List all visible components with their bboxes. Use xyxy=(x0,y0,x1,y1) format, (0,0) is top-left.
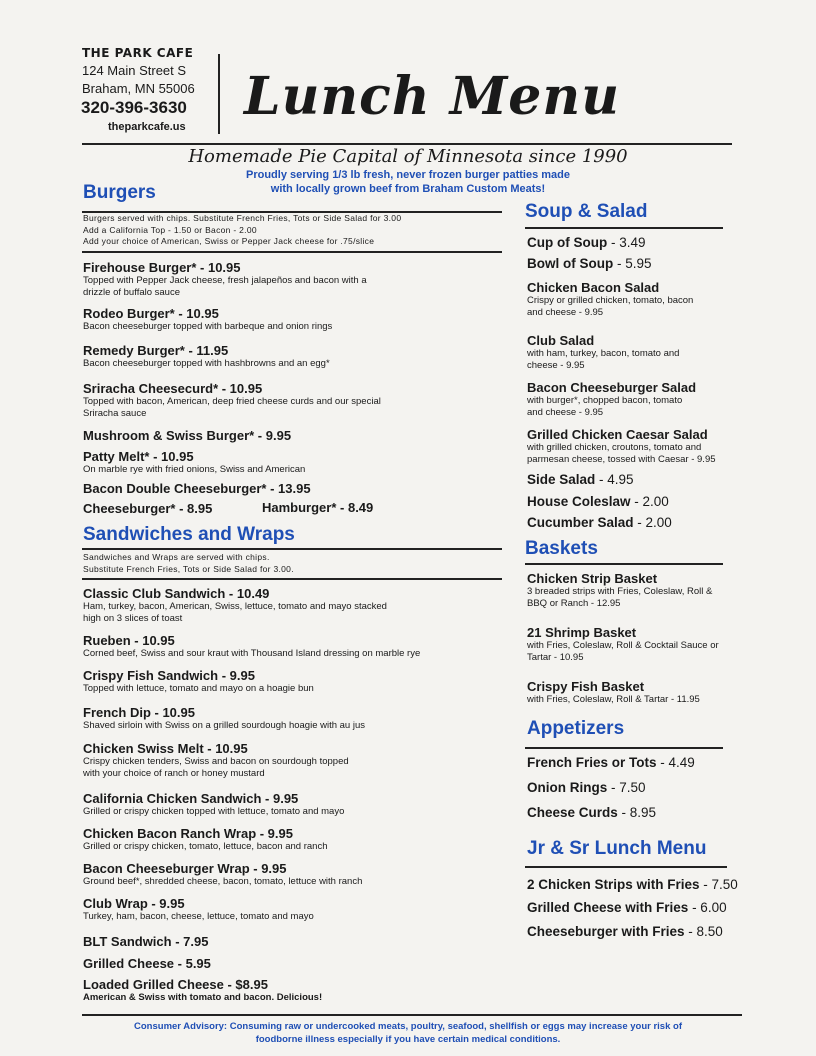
item-name: 2 Chicken Strips with Fries xyxy=(527,877,700,892)
menu-item-shrimp-basket xyxy=(527,625,719,664)
item-name: French Fries or Tots xyxy=(527,755,657,770)
item-name: French Dip - 10.95 xyxy=(83,705,195,720)
item-desc: Bacon cheeseburger topped with hashbrowns and an egg* xyxy=(83,358,330,369)
item-price: - 7.50 xyxy=(699,877,738,892)
street-address: 124 Main Street S xyxy=(82,63,187,78)
item-name: Remedy Burger* - 11.95 xyxy=(83,343,229,358)
menu-item-rodeo xyxy=(83,306,332,333)
menu-item-caesar-salad xyxy=(527,427,716,466)
item-desc: with Fries, Coleslaw, Roll & Cocktail Sauce or xyxy=(527,640,719,651)
note-line: Sandwiches and Wraps are served with chips. xyxy=(83,552,270,562)
item-desc: parmesan cheese, tossed with Caesar - 9.95 xyxy=(527,454,716,465)
item-price: - 8.50 xyxy=(684,924,723,939)
menu-item-crispy-fish-basket xyxy=(527,679,700,706)
menu-item-mushroom-swiss: Mushroom & Swiss Burger* - 9.95 xyxy=(83,428,292,443)
menu-item-cheeseburger: Cheeseburger* - 8.95 xyxy=(83,501,213,516)
item-name: Onion Rings xyxy=(527,780,608,795)
sandwiches-notes-rule xyxy=(82,578,502,580)
menu-item-grilled-cheese: Grilled Cheese - 5.95 xyxy=(83,956,211,971)
burgers-notes-rule xyxy=(82,251,502,253)
menu-item-side-salad xyxy=(527,472,634,487)
menu-item-remedy xyxy=(83,343,330,370)
page-title: Lunch Menu xyxy=(244,66,621,127)
item-name: California Chicken Sandwich - 9.95 xyxy=(83,791,299,806)
menu-item-bowl-soup xyxy=(527,256,652,271)
item-desc: Bacon cheeseburger topped with barbeque and onion rings xyxy=(83,321,333,332)
item-name: Cheese Curds xyxy=(527,805,618,820)
menu-item-jr-chicken-strips xyxy=(527,877,738,892)
jr-sr-heading: Jr & Sr Lunch Menu xyxy=(527,838,707,859)
city-address: Braham, MN 55006 xyxy=(82,81,195,96)
menu-item-cup-soup xyxy=(527,235,646,250)
item-desc: Turkey, ham, bacon, cheese, lettuce, tomato and mayo xyxy=(83,911,314,922)
item-name: Sriracha Cheesecurd* - 10.95 xyxy=(83,381,263,396)
menu-item-bacon-double: Bacon Double Cheeseburger* - 13.95 xyxy=(83,481,311,496)
item-name: Crispy Fish Sandwich - 9.95 xyxy=(83,668,255,683)
item-name: Bacon Cheeseburger Salad xyxy=(527,380,697,395)
menu-item-chicken-bacon-salad xyxy=(527,280,693,319)
item-name: Firehouse Burger* - 10.95 xyxy=(83,260,241,275)
baskets-rule xyxy=(525,563,723,565)
item-name: Chicken Swiss Melt - 10.95 xyxy=(83,741,248,756)
menu-item-club-wrap xyxy=(83,896,314,923)
consumer-advisory xyxy=(40,1020,776,1046)
item-price: - 6.00 xyxy=(688,900,727,915)
menu-item-loaded-grilled-cheese xyxy=(83,977,322,1004)
item-name: Chicken Strip Basket xyxy=(527,571,658,586)
website: theparkcafe.us xyxy=(108,121,186,133)
item-desc: with Fries, Coleslaw, Roll & Tartar - 11.95 xyxy=(527,694,700,705)
item-name: Side Salad xyxy=(527,472,596,487)
menu-item-cheese-curds xyxy=(527,805,656,820)
menu-item-crispy-fish-sandwich xyxy=(83,668,314,695)
cafe-name: THE PARK CAFE xyxy=(82,46,194,60)
item-name: Cup of Soup xyxy=(527,235,608,250)
item-desc: Crispy chicken tenders, Swiss and bacon on sourdough topped xyxy=(83,756,349,767)
menu-item-rueben xyxy=(83,633,420,660)
footer-rule xyxy=(82,1014,742,1016)
item-desc: with grilled chicken, croutons, tomato and xyxy=(527,442,702,453)
jr-sr-rule xyxy=(525,866,727,868)
item-desc: cheese - 9.95 xyxy=(527,360,585,371)
item-name: Patty Melt* - 10.95 xyxy=(83,449,194,464)
item-name: Cucumber Salad xyxy=(527,515,634,530)
menu-item-classic-club xyxy=(83,586,387,625)
item-desc: Grilled or crispy chicken topped with lettuce, tomato and mayo xyxy=(83,806,345,817)
item-desc: Grilled or crispy chicken, tomato, lettuce, bacon and ranch xyxy=(83,841,328,852)
item-desc: Topped with Pepper Jack cheese, fresh jalapeños and bacon with a xyxy=(83,275,367,286)
note-line: Add a California Top - 1.50 or Bacon - 2.00 xyxy=(83,224,257,235)
item-name: Bowl of Soup xyxy=(527,256,614,271)
item-desc: Topped with lettuce, tomato and mayo on a hoagie bun xyxy=(83,683,314,694)
item-name: 21 Shrimp Basket xyxy=(527,625,637,640)
promo-line: Proudly serving 1/3 lb fresh, never frozen burger patties made xyxy=(246,169,570,181)
item-desc: Corned beef, Swiss and sour kraut with Thousand Island dressing on marble rye xyxy=(83,648,421,659)
note-line: Burgers served with chips. Substitute French Fries, Tots or Side Salad for 3.00 xyxy=(83,213,402,223)
menu-item-patty-melt xyxy=(83,449,305,476)
tagline: Homemade Pie Capital of Minnesota since 1990 xyxy=(188,146,628,167)
advisory-line: Consumer Advisory: Consuming raw or undercooked meats, poultry, seafood, shellfish or eggs may increase your risk of xyxy=(134,1021,682,1032)
burgers-notes xyxy=(83,213,401,248)
sandwiches-rule xyxy=(82,548,502,550)
promo-text xyxy=(180,168,636,196)
header-rule xyxy=(82,143,732,145)
appetizers-heading: Appetizers xyxy=(527,718,625,739)
item-price: - 3.49 xyxy=(607,235,646,250)
burgers-heading: Burgers xyxy=(83,182,156,203)
sandwiches-heading: Sandwiches and Wraps xyxy=(83,524,295,545)
menu-item-sriracha xyxy=(83,381,381,420)
item-price: - 5.95 xyxy=(613,256,652,271)
item-desc: American & Swiss with tomato and bacon. Delicious! xyxy=(83,992,323,1003)
item-desc: 3 breaded strips with Fries, Coleslaw, Roll & xyxy=(527,586,713,597)
menu-item-chicken-strip-basket xyxy=(527,571,712,610)
item-desc: with ham, turkey, bacon, tomato and xyxy=(527,348,680,359)
item-name: Loaded Grilled Cheese - $8.95 xyxy=(83,977,268,992)
item-desc: high on 3 slices of toast xyxy=(83,613,183,624)
item-desc: and cheese - 9.95 xyxy=(527,407,604,418)
menu-item-house-coleslaw xyxy=(527,494,669,509)
menu-item-jr-grilled-cheese xyxy=(527,900,727,915)
phone-number: 320-396-3630 xyxy=(81,98,187,117)
item-desc: BBQ or Ranch - 12.95 xyxy=(527,598,621,609)
item-price: - 4.95 xyxy=(595,472,634,487)
item-desc: drizzle of buffalo sauce xyxy=(83,287,180,298)
item-desc: Sriracha sauce xyxy=(83,408,147,419)
item-name: Club Salad xyxy=(527,333,595,348)
menu-item-jr-cheeseburger xyxy=(527,924,723,939)
item-name: Crispy Fish Basket xyxy=(527,679,645,694)
menu-item-firehouse xyxy=(83,260,367,299)
item-desc: Tartar - 10.95 xyxy=(527,652,584,663)
menu-item-bacon-cheeseburger-wrap xyxy=(83,861,362,888)
menu-item-blt: BLT Sandwich - 7.95 xyxy=(83,934,209,949)
item-name: Club Wrap - 9.95 xyxy=(83,896,185,911)
header-divider xyxy=(218,54,220,134)
menu-item-chicken-bacon-ranch-wrap xyxy=(83,826,327,853)
item-price: - 7.50 xyxy=(607,780,646,795)
item-desc: Shaved sirloin with Swiss on a grilled sourdough hoagie with au jus xyxy=(83,720,365,731)
item-name: Chicken Bacon Salad xyxy=(527,280,660,295)
menu-item-french-dip xyxy=(83,705,365,732)
menu-item-bacon-cheeseburger-salad xyxy=(527,380,696,419)
item-name: Bacon Cheeseburger Wrap - 9.95 xyxy=(83,861,287,876)
menu-item-hamburger: Hamburger* - 8.49 xyxy=(262,500,374,515)
item-name: Grilled Chicken Caesar Salad xyxy=(527,427,708,442)
item-name: Rueben - 10.95 xyxy=(83,633,175,648)
item-name: Chicken Bacon Ranch Wrap - 9.95 xyxy=(83,826,293,841)
item-price: - 8.95 xyxy=(617,805,657,820)
advisory-line: foodborne illness especially if you have certain medical conditions. xyxy=(255,1034,561,1045)
item-name: Grilled Cheese with Fries xyxy=(527,900,689,915)
item-desc: On marble rye with fried onions, Swiss and American xyxy=(83,464,306,475)
menu-item-fries-tots xyxy=(527,755,695,770)
item-name: Classic Club Sandwich - 10.49 xyxy=(83,586,270,601)
soup-salad-heading: Soup & Salad xyxy=(525,201,648,222)
menu-item-cucumber-salad xyxy=(527,515,672,530)
item-desc: Topped with bacon, American, deep fried cheese curds and our special xyxy=(83,396,381,407)
menu-item-onion-rings xyxy=(527,780,646,795)
menu-item-california-chicken xyxy=(83,791,344,818)
item-desc: with burger*, chopped bacon, tomato xyxy=(527,395,683,406)
promo-line: with locally grown beef from Braham Custom Meats! xyxy=(270,183,546,195)
baskets-heading: Baskets xyxy=(525,538,598,559)
item-price: - 4.49 xyxy=(656,755,695,770)
note-line: Substitute French Fries, Tots or Side Salad for 3.00. xyxy=(83,563,294,574)
item-price: - 2.00 xyxy=(633,515,672,530)
item-desc: Ham, turkey, bacon, American, Swiss, lettuce, tomato and mayo stacked xyxy=(83,601,387,612)
item-desc: Ground beef*, shredded cheese, bacon, tomato, lettuce with ranch xyxy=(83,876,363,887)
menu-item-club-salad xyxy=(527,333,679,372)
item-name: Rodeo Burger* - 10.95 xyxy=(83,306,219,321)
item-price: - 2.00 xyxy=(630,494,669,509)
item-desc: and cheese - 9.95 xyxy=(527,307,604,318)
appetizers-rule xyxy=(525,747,723,749)
item-name: House Coleslaw xyxy=(527,494,631,509)
sandwiches-notes xyxy=(83,552,294,575)
item-desc: Crispy or grilled chicken, tomato, bacon xyxy=(527,295,694,306)
note-line: Add your choice of American, Swiss or Pepper Jack cheese for .75/slice xyxy=(83,236,375,246)
item-desc: with your choice of ranch or honey mustard xyxy=(83,768,265,779)
soup-salad-rule xyxy=(525,227,723,229)
item-name: Cheeseburger with Fries xyxy=(527,924,685,939)
menu-item-chicken-swiss-melt xyxy=(83,741,349,780)
